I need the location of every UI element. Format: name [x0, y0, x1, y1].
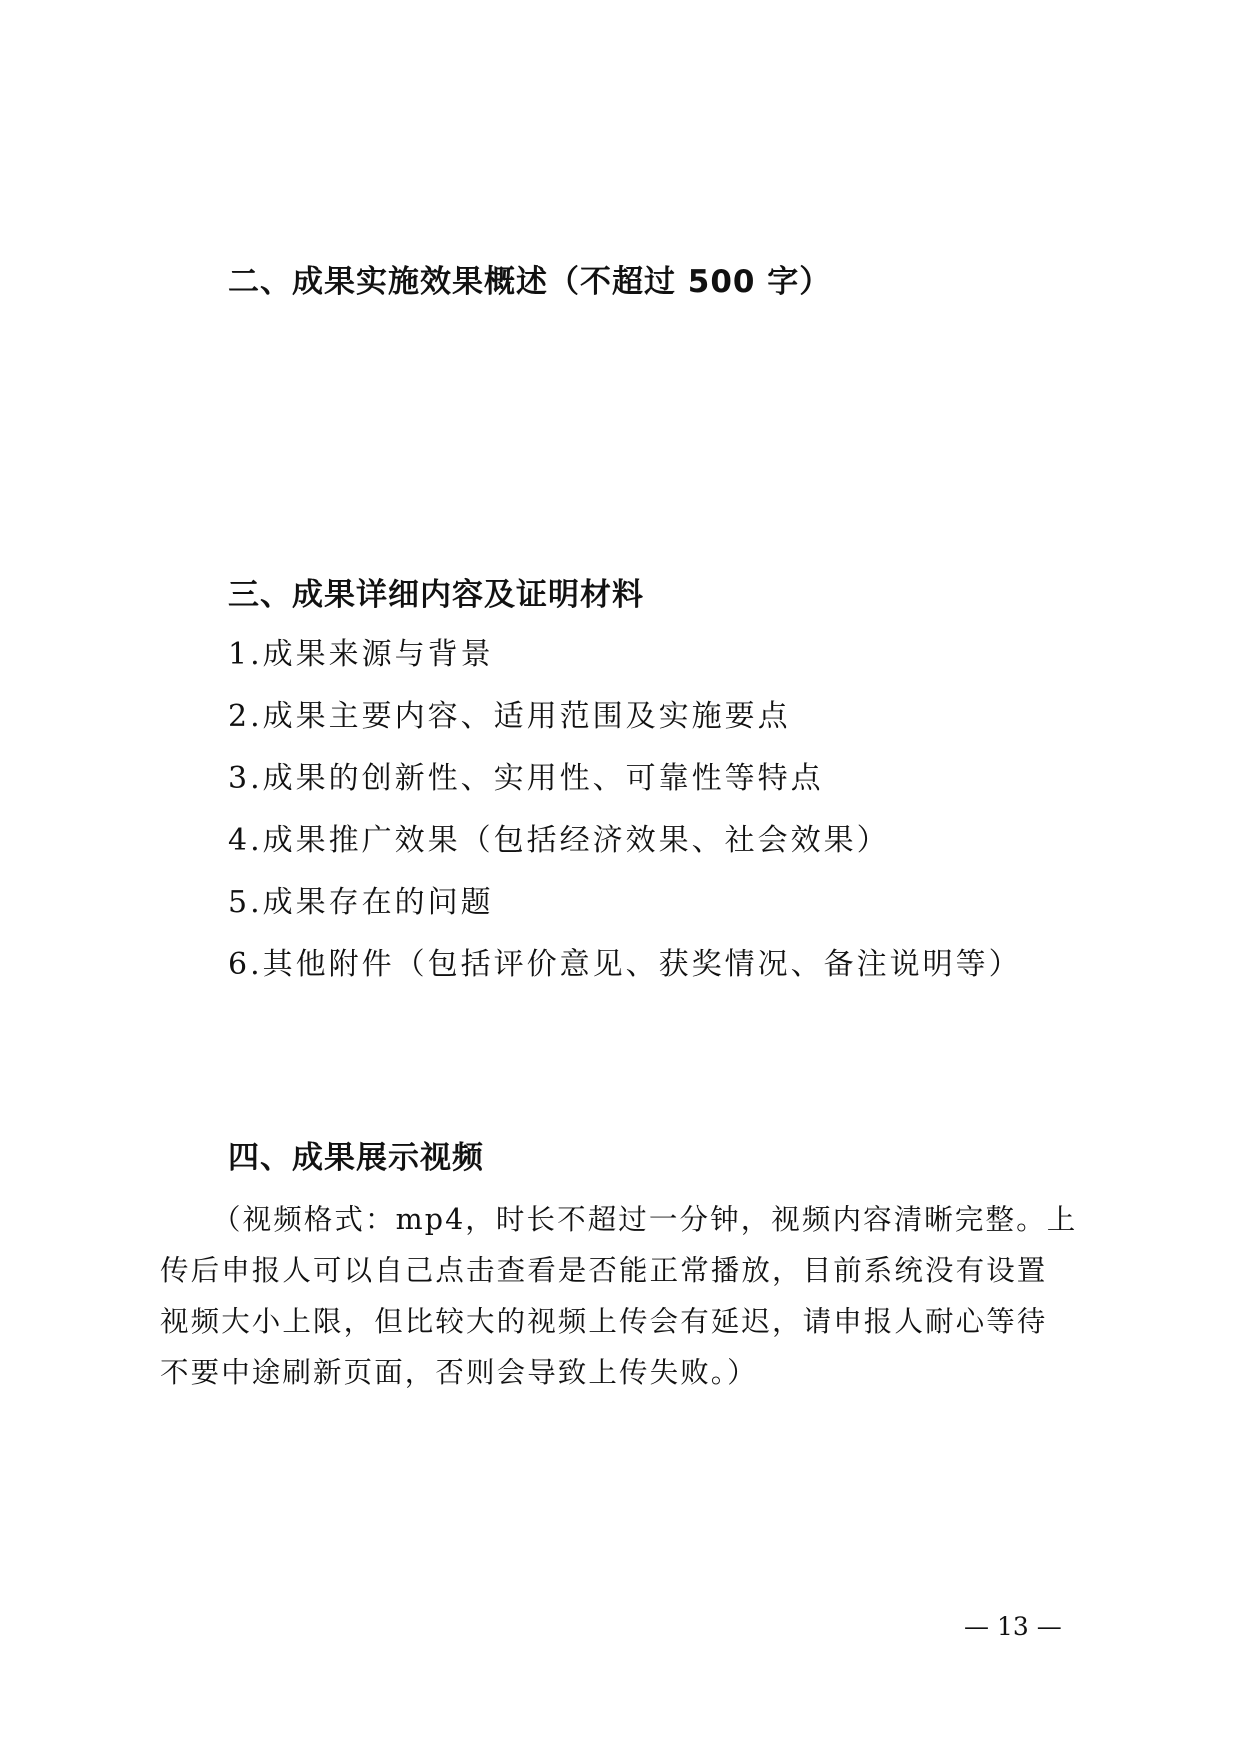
- note-line: 视频大小上限，但比较大的视频上传会有延迟，请申报人耐心等待: [160, 1305, 1048, 1338]
- section-4-heading: 四、成果展示视频: [228, 1140, 484, 1176]
- note-line: 传后申报人可以自己点击查看是否能正常播放，目前系统没有设置: [160, 1254, 1048, 1287]
- note-line: （视频格式：mp4，时长不超过一分钟，视频内容清晰完整。上: [212, 1203, 1078, 1236]
- list-item: 5.成果存在的问题: [228, 885, 494, 920]
- video-upload-note: [160, 1194, 1090, 1398]
- list-item: 6.其他附件（包括评价意见、获奖情况、备注说明等）: [228, 947, 1022, 982]
- list-item: 4.成果推广效果（包括经济效果、社会效果）: [228, 823, 890, 858]
- list-item: 1.成果来源与背景: [228, 637, 494, 672]
- note-line: 不要中途刷新页面，否则会导致上传失败。）: [160, 1356, 758, 1389]
- section-3-heading: 三、成果详细内容及证明材料: [228, 577, 644, 613]
- section-2-heading: 二、成果实施效果概述（不超过 500 字）: [228, 264, 832, 300]
- list-item: 2.成果主要内容、适用范围及实施要点: [228, 699, 791, 734]
- list-item: 3.成果的创新性、实用性、可靠性等特点: [228, 761, 824, 796]
- page-number: — 13 —: [964, 1612, 1062, 1641]
- section-3-item-list: [228, 637, 1022, 1009]
